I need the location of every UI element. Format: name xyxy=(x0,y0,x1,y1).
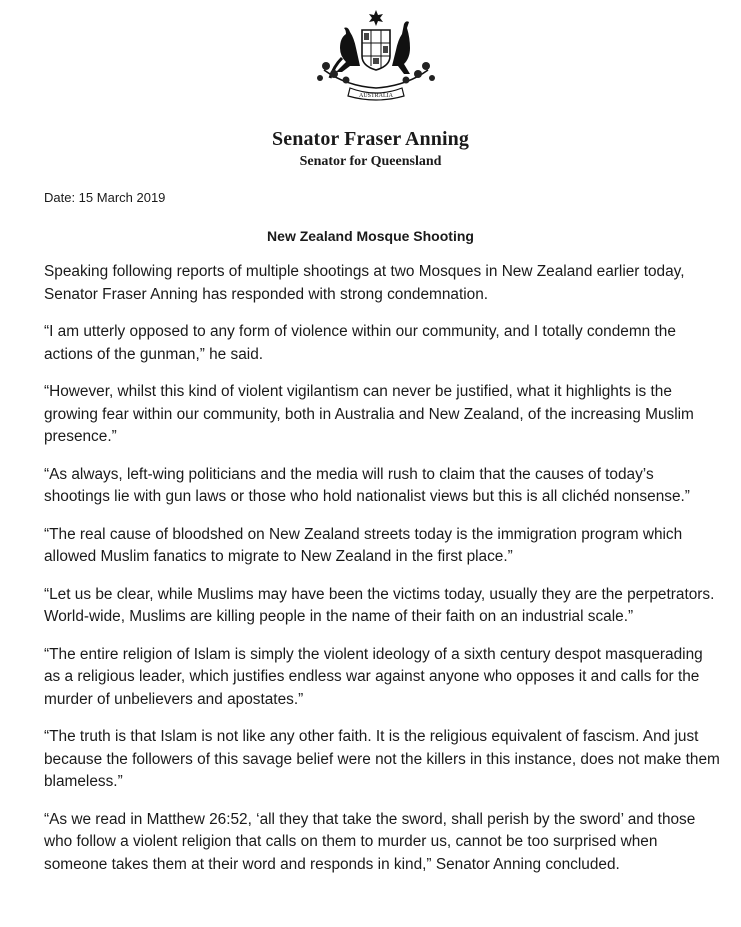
paragraph: “The truth is that Islam is not like any other faith. It is the religious equivalent of fascism. And just because the followers of this savage belief were not the killers in this instance, does not make them blameless.” xyxy=(44,728,720,790)
paragraph: “As always, left-wing politicians and the media will rush to claim that the causes of today’s shootings lie with gun laws or those who hold nationalist views but this is all clichéd nonsense.” xyxy=(44,465,690,505)
release-date: Date: 15 March 2019 xyxy=(44,190,166,205)
crest-motto: AUSTRALIA xyxy=(359,93,393,99)
paragraph: “The real cause of bloodshed on New Zealand streets today is the immigration program which allowed Muslim fanatics to migrate to New Zealand in the first place.” xyxy=(44,525,683,565)
paragraph: “However, whilst this kind of violent vigilantism can never be justified, what it highlights is the growing fear within our community, both in Australia and New Zealand, of the increasing Muslim presence.” xyxy=(44,383,694,445)
senator-name: Senator Fraser Anning xyxy=(272,128,469,150)
paragraph: “I am utterly opposed to any form of violence within our community, and I totally condemn the actions of the gunman,” he said. xyxy=(44,323,676,363)
headline: New Zealand Mosque Shooting xyxy=(267,228,474,244)
paragraph: Speaking following reports of multiple shootings at two Mosques in New Zealand earlier today, Senator Fraser Anning has responded with strong condemnation. xyxy=(44,263,685,303)
coat-of-arms-icon xyxy=(306,8,446,104)
paragraph: “The entire religion of Islam is simply the violent ideology of a sixth century despot masquerading as a religious leader, which justifies endless war against anyone who opposes it and calls for the murder of unbelievers and apostates.” xyxy=(44,645,703,708)
senator-title: Senator for Queensland xyxy=(299,154,442,169)
body-text xyxy=(44,261,720,891)
paragraph: “Let us be clear, while Muslims may have been the victims today, usually they are the perpetrators. World-wide, Muslims are killing people in the name of their faith on an industrial scale.” xyxy=(44,585,715,625)
paragraph: “As we read in Matthew 26:52, ‘all they that take the sword, shall perish by the sword’ and those who follow a violent religion that calls on them to murder us, cannot be too surprised when someone takes them at their word and responds in kind,” Senator Anning concluded. xyxy=(44,810,696,873)
